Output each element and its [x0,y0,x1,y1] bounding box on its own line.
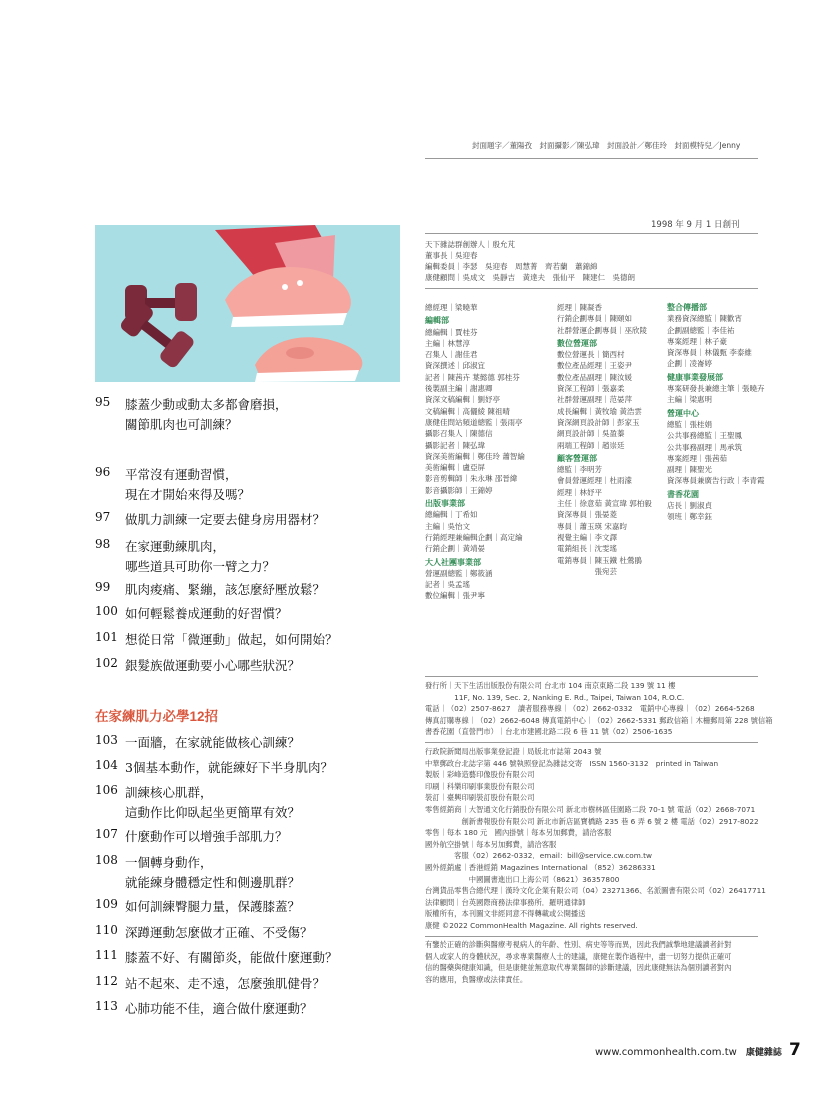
toc-line: 做肌力訓練一定要去健身房用器材？ [125,512,326,527]
legal-line: 零售｜每本 180 元 國內掛號｜每本另加郵費，請洽客服 [425,828,612,838]
toc-page: 106 [95,783,118,797]
toc-line: 如何訓練臀腿力量，保護膝蓋？ [125,899,301,914]
staff-section-heading: 書香花園 [667,489,699,499]
toc-page: 103 [95,733,118,747]
staff-entry: 總監｜張桂娟 [667,419,712,429]
toc-line: 膝蓋不好、有關節炎，能做什麼運動？ [125,950,338,965]
toc-item[interactable] [95,465,395,505]
legal-line: 行政院新聞局出版事業登記證｜局版北市誌第 2043 號 [425,747,602,756]
footer [595,1040,801,1060]
staff-section-heading: 數位營運部 [557,338,597,348]
staff-entry: 業務資深總監｜陳歡宵 [667,314,742,324]
staff-entry: 總編輯｜賈桂芬 [425,327,478,337]
staff-entry: 攝影記者｜陳弘瑋 [425,440,485,450]
publisher-rule [425,742,758,743]
disclaimer-line: 個人或家人的身體狀況，尋求專業醫療人士的建議，康健在製作過程中，盡一切努力提供正確可 [425,951,732,961]
toc-page: 112 [95,974,118,988]
staff-entry: 企劃副總監｜李佳祐 [667,325,735,335]
staff-entry: 總編輯｜丁希如 [425,510,478,520]
masthead-top [425,239,635,283]
footer-magazine: 康健雜誌 [745,1048,782,1058]
staff-entry: 會員營運經理｜杜雨濛 [557,476,632,486]
page-number: 7 [789,1040,801,1060]
legal-line: 客服（02）2662-0332．email：bill@service.cw.com.tw [425,851,652,861]
publisher-info [425,680,773,738]
staff-column-1 [425,302,555,602]
legal-rule [425,936,758,937]
disclaimer-line: 信的醫藥與健康知識，但是康健並無意取代專業醫師的診斷建議，因此康健無法為個別讀者對內 [425,963,732,973]
staff-entry: 資深文稿編輯｜劉妤亭 [425,395,500,405]
toc-page: 107 [95,827,118,841]
toc-line: 想從日常「微運動」做起，如何開始？ [125,632,338,647]
staff-entry: 文稿編輯｜高儷綾 陳祖晴 [425,406,510,416]
toc-page: 109 [95,897,118,911]
toc-page: 113 [95,999,118,1013]
cover-credits: 封面題字／董陽孜 封面攝影／陳弘瑋 封面設計／鄭佳玲 封面模特兒／Jenny [472,141,741,150]
staff-column-2 [557,302,662,577]
staff-entry: 店長｜劉淑貞 [667,501,712,511]
publisher-line: 電話｜（02）2507-8627 讀者服務專線｜（02）2662-0332 電銷中心專線｜（02）2664-5268 [425,704,755,714]
staff-entry: 經理｜林妤平 [557,487,602,497]
staff-entry: 資深美術編輯｜鄭佳玲 蕭智綸 [425,451,525,461]
staff-entry: 總經理｜梁曉華 [425,303,478,312]
staff-entry: 張宛芸 [557,566,617,576]
toc-line: 肌肉痠痛、緊繃，該怎麼紓壓放鬆？ [125,582,326,597]
staff-entry: 網頁設計師｜吳盈蓁 [557,429,625,439]
staff-entry: 兩端工程師｜趙崇廷 [557,440,625,450]
staff-entry: 攝影召集人｜陳德信 [425,429,493,439]
staff-entry: 影音剪輯師｜朱永琳 邵晉緯 [425,474,518,484]
toc-line: 一個轉身動作， [125,855,213,870]
staff-rule [425,676,758,677]
staff-section-heading: 健康事業發展部 [667,372,723,382]
staff-entry: 後製副主編｜謝惠卿 [425,384,493,394]
staff-entry: 主任｜徐意茹 黃宣瑋 郭柏毅 [557,499,652,509]
toc-page: 99 [95,580,111,594]
legal-line: 中華郵政台北誌字第 446 號執照登記為雜誌交寄 ISSN 1560-3132 printed in Taiwan [425,758,719,768]
staff-entry: 公共事務總監｜王聖鳳 [667,431,742,441]
staff-entry: 總監｜李明芳 [557,465,602,475]
legal-line: 國外經銷處｜香港經銷 Magazines International （852）36286331 [425,862,656,872]
toc-page: 108 [95,853,118,867]
toc-line: 訓練核心肌群， [125,785,213,800]
toc-line: 站不起來、走不遠，怎麼強肌健骨？ [125,976,326,991]
disclaimer-line: 容的應用，負醫療或法律責任。 [425,974,528,984]
masthead-line: 董事長｜吳迎春 [425,251,478,260]
sneaker-2 [255,337,362,382]
staff-entry: 專案經理｜張茜茹 [667,453,727,463]
toc-line: 什麼動作可以增強手部肌力？ [125,829,288,844]
toc-line: 平常沒有運動習慣， [125,467,238,482]
staff-entry: 數位編輯｜張尹寧 [425,591,485,601]
toc-item[interactable] [95,537,395,577]
staff-entry: 記者｜陳茜卉 葉懿德 郭桂芬 [425,372,520,382]
staff-section-heading: 大人社團事業部 [425,557,481,567]
staff-entry: 視覺主編｜李文譯 [557,532,617,542]
staff-section-heading: 整合傳播部 [667,303,707,312]
staff-entry: 主編｜林慧淳 [425,338,470,348]
toc-line: 關節肌肉也可訓練？ [125,417,238,432]
toc-line: 如何輕鬆養成運動的好習慣？ [125,606,288,621]
legal-line: 中國圖書進出口上海公司（8621）36357800 [425,874,620,884]
staff-entry: 公共事務副理｜馬承筑 [667,442,742,452]
masthead-rule [425,288,758,289]
staff-entry: 成長編輯｜黃牧瑜 黃浩雲 [557,406,642,416]
toc-line: 心肺功能不佳，適合做什麼運動？ [125,1001,313,1016]
fitness-props-illustration [95,225,400,382]
toc-line: 3個基本動作，就能練好下半身肌肉？ [125,760,333,775]
staff-entry: 企劃｜凌崙婷 [667,359,712,369]
toc-line: 在家運動練肌肉， [125,539,226,554]
staff-entry: 專案經理｜林子豪 [667,336,727,346]
toc-page: 110 [95,923,118,937]
staff-section-heading: 營運中心 [667,408,699,418]
staff-entry: 社群營運副理｜范晏萍 [557,395,632,405]
legal-line: 版權所有，本刊圖文非經同意不得轉載或公開播送 [425,909,586,919]
staff-entry: 專員｜蕭玉瑛 宋嘉昀 [557,521,627,531]
toc-page: 98 [95,537,111,551]
toc-line: 深蹲運動怎麼做才正確、不受傷？ [125,925,313,940]
toc-page: 102 [95,656,118,670]
toc-page: 100 [95,604,118,618]
staff-entry: 記者｜吳孟瑤 [425,580,470,590]
staff-column-3 [667,302,772,523]
staff-entry: 行銷企劃｜黃靖晏 [425,544,485,554]
toc-page: 111 [95,948,118,962]
legal-line: 台灣貨品零售合總代理｜漢玲文化企業有限公司（04）23271366、名派圖書有限公司（02）26417711 [425,886,766,896]
toc-page: 96 [95,465,111,479]
staff-entry: 電銷組長｜沈雯瑤 [557,544,617,554]
toc-page: 97 [95,510,111,524]
legal-line: 印刷｜科樂印刷事業股份有限公司 [425,781,535,791]
staff-entry: 康健佳問站頻道總監｜張雨亭 [425,417,523,427]
staff-entry: 數位產品經理｜王姿尹 [557,361,632,371]
publisher-line: 11F, No. 139, Sec. 2, Nanking E. Rd., Taipei, Taiwan 104, R.O.C. [425,692,685,702]
staff-entry: 專案研發長兼總主筆｜張曉卉 [667,384,765,394]
staff-section-heading: 編輯部 [425,316,449,326]
staff-entry: 社群營運企劃專員｜巫欣陵 [557,325,647,335]
staff-entry: 召集人｜謝佳君 [425,350,478,360]
staff-entry: 數位產品副理｜陳汝媛 [557,372,632,382]
publisher-line: 書香花園（直營門市）｜台北市建國北路二段 6 巷 11 號（02）2506-1635 [425,727,673,737]
staff-entry: 數位營運長｜簡西村 [557,350,625,360]
toc-line: 哪些道具可助你一臂之力？ [125,559,276,574]
staff-entry: 影音攝影師｜王錦婷 [425,485,493,495]
toc-line: 現在才開始來得及嗎？ [125,487,251,502]
legal-line: 零售經銷商｜大智通文化行銷股份有限公司 新北市樹林區佳園路二段 70-1 號 電話（02）2668-7071 [425,804,756,814]
toc-line: 銀髮族做運動要小心哪些狀況？ [125,658,301,673]
footer-website[interactable]: www.commonhealth.com.tw [595,1047,737,1058]
masthead-line: 康健顧問｜吳成文 吳靜吉 黃達夫 張仙平 陳建仁 吳德朗 [425,273,635,282]
toc-line: 這動作比仰臥起坐更簡單有效？ [125,805,301,820]
legal-line: 裝訂｜臺興印刷裝訂股份有限公司 [425,793,535,803]
toc-line: 就能練身體穩定性和側邊肌群？ [125,875,301,890]
publisher-line: 傳真訂購專線｜（02）2662-6048 傳真電銷中心｜（02）2662-5331 郵政信箱｜木柵郵局第 228 號信箱 [425,715,773,725]
masthead-line: 編輯委員｜李瑟 吳迎春 周慧菁 齊若蘭 蕭錦綿 [425,262,598,271]
staff-entry: 領班｜鄭幸鈺 [667,512,712,522]
medical-disclaimer [425,939,731,985]
toc-item[interactable] [95,853,395,893]
staff-entry: 資深專員｜林儀甄 李泰維 [667,348,752,358]
disclaimer-line: 有鑒於正確的診斷與醫療考視病人的年齡、性別、病史等等而異，因此我們誠摯地建議讀者針對 [425,940,732,949]
legal-line: 創新書報股份有限公司 新北市新店區寶橋路 235 巷 6 弄 6 號 2 樓 電話（02）2917-8022 [425,816,759,826]
staff-entry: 行銷經理兼編輯企劃｜高定綸 [425,532,523,542]
staff-entry: 主編｜吳怡文 [425,521,470,531]
staff-entry: 營運副總監｜鄭筱涵 [425,568,493,578]
founded-rule [425,233,758,234]
legal-line: 國外航空掛號｜每本另加郵費，請洽客服 [425,839,557,849]
toc-line: 膝蓋少動或動太多都會磨損， [125,397,288,412]
staff-entry: 資深專員兼廣告行政｜李青霞 [667,476,765,486]
publisher-line: 發行所｜天下生活出版股份有限公司 台北市 104 南京東路二段 139 號 11 樓 [425,681,676,690]
staff-entry: 資深專員｜張晏菱 [557,510,617,520]
staff-entry: 資深工程師｜張嘉柔 [557,384,625,394]
staff-section-heading: 顧客營運部 [557,453,597,463]
toc-item[interactable] [95,783,395,823]
staff-entry: 經理｜陳凝香 [557,303,602,312]
header-rule [425,158,758,159]
cover-photo [95,225,400,382]
toc-page: 101 [95,630,118,644]
legal-line: 製版｜彩峰造藝印像股份有限公司 [425,770,535,780]
staff-entry: 資深撰述｜邱淑宜 [425,361,485,371]
staff-section-heading: 出版事業部 [425,499,465,509]
staff-entry: 副理｜陳聖光 [667,465,712,475]
staff-entry: 美術編輯｜盧亞屏 [425,463,485,473]
toc-page: 104 [95,758,118,772]
section-title: 在家練肌力必學12招 [95,709,219,724]
founded-date: 1998 年 9 月 1 日創刊 [651,220,740,230]
legal-line: 康健 ©2022 CommonHealth Magazine. All rights reserved. [425,920,638,930]
toc-item[interactable] [95,395,395,435]
toc-page: 95 [95,395,111,409]
staff-entry: 主編｜梁惠明 [667,395,712,405]
legal-line: 法律顧問｜台英國際商務法律事務所．羅明通律師 [425,897,586,907]
masthead-line: 天下雜誌群創辦人｜殷允芃 [425,240,515,249]
legal-info [425,746,766,932]
toc-line: 一面牆，在家就能做核心訓練？ [125,735,301,750]
staff-entry: 電銷專員｜陳玉鐵 杜鶯鵑 [557,555,642,565]
staff-entry: 行銷企劃專員｜陳頤如 [557,314,632,324]
staff-entry: 資深網頁設計師｜彭家玉 [557,417,640,427]
